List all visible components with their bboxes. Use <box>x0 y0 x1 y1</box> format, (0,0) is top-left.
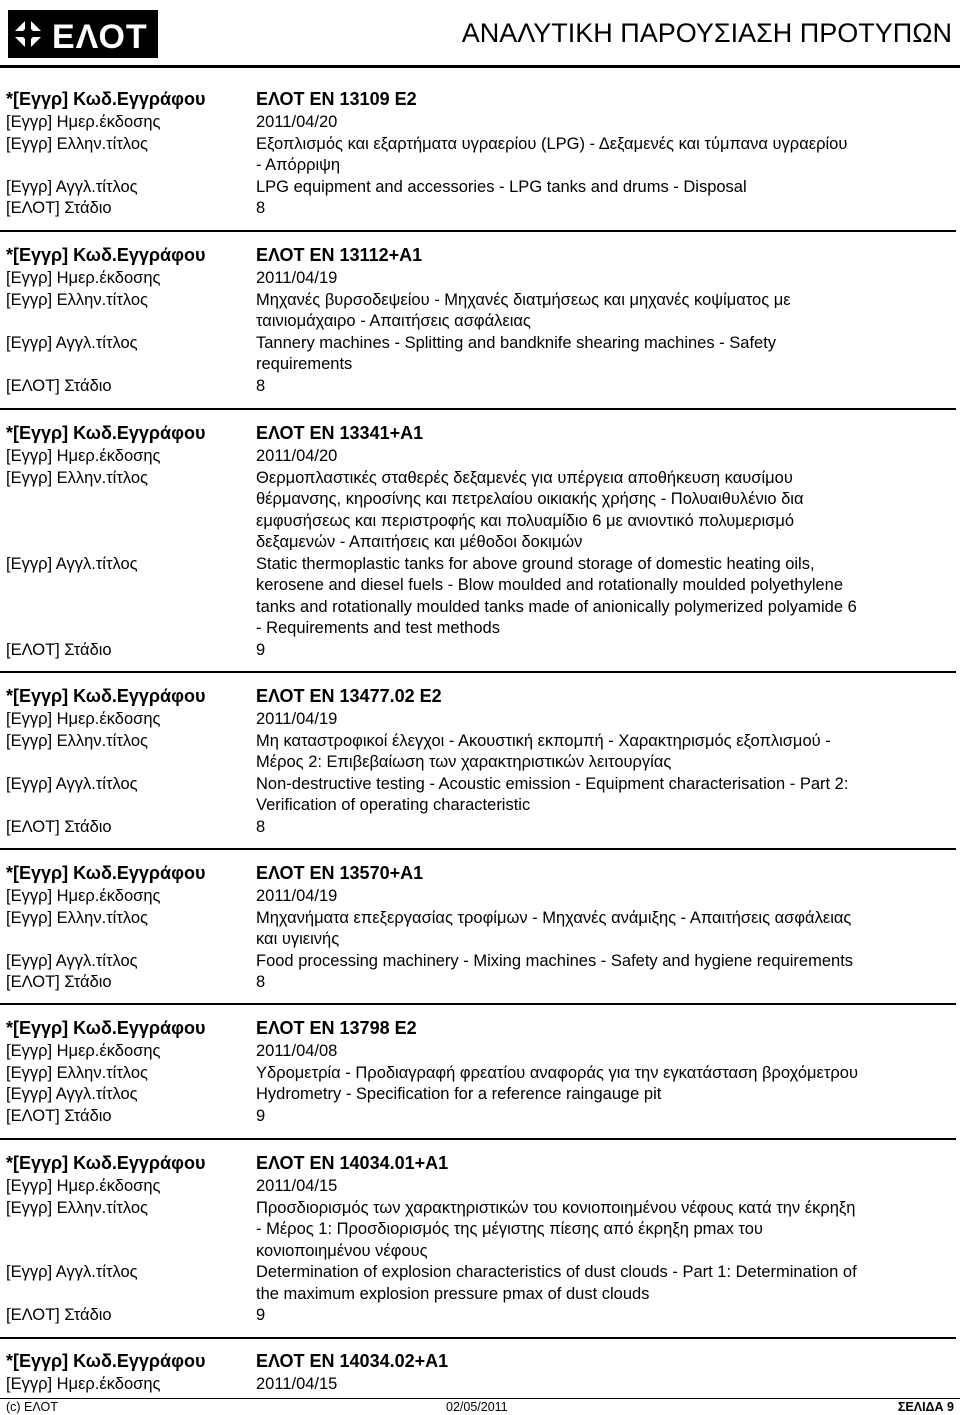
standard-record <box>6 420 956 661</box>
greek-title-value: Μη καταστροφικοί έλεγχοι - Ακουστική εκπομπή - Χαρακτηρισμός εξοπλισμού - <box>256 731 831 750</box>
english-title <box>6 354 956 376</box>
english-title-value: tanks and rotationally moulded tanks made of anionically polymerized polyamide 6 <box>256 597 857 616</box>
greek-title-value: Θερμοπλαστικές σταθερές δεξαμενές για υπέργεια αποθήκευση καυσίμου <box>256 468 793 487</box>
issue-date-value: 2011/04/20 <box>256 447 338 465</box>
english-title-value: Determination of explosion characteristics of dust clouds - Part 1: Determination of <box>256 1263 857 1281</box>
issue-date <box>6 268 956 290</box>
english-title-label: [Εγγρ] Αγγλ.τίτλος <box>6 177 138 196</box>
elot-stage <box>6 1305 956 1327</box>
issue-date <box>6 709 956 731</box>
issue-date <box>6 886 956 908</box>
english-title-label: [Εγγρ] Αγγλ.τίτλος <box>6 554 138 573</box>
record-separator <box>0 671 956 673</box>
greek-title-value: κονιοποιημένου νέφους <box>256 1241 428 1260</box>
issue-date-label: [Εγγρ] Ημερ.έκδοσης <box>6 887 161 905</box>
english-title-label: [Εγγρ] Αγγλ.τίτλος <box>6 1263 138 1281</box>
document-code-value: ΕΛΟΤ EN 13570+A1 <box>256 863 424 883</box>
document-code-value: ΕΛΟΤ EN 13798 E2 <box>256 1018 417 1038</box>
greek-title-value: Υδρομετρία - Προδιαγραφή φρεατίου αναφοράς για την εγκατάσταση βροχόμετρου <box>256 1063 859 1082</box>
standard-record <box>6 86 956 220</box>
document-code <box>6 242 956 268</box>
greek-title-label: [Εγγρ] Ελλην.τίτλος <box>6 1063 148 1082</box>
issue-date-label: [Εγγρ] Ημερ.έκδοσης <box>6 447 161 465</box>
document-code-value: ΕΛΟΤ EN 13477.02 E2 <box>256 686 442 706</box>
greek-title <box>6 290 956 312</box>
document-code-label: *[Εγγρ] Κωδ.Εγγράφου <box>6 1351 206 1371</box>
english-title-value: Hydrometry - Specification for a reference raingauge pit <box>256 1085 662 1103</box>
greek-title-value: δεξαμενών - Απαιτήσεις και μέθοδοι δοκιμών <box>256 533 583 551</box>
elot-stage <box>6 972 956 994</box>
greek-title <box>6 1241 956 1263</box>
english-title-value: Food processing machinery - Mixing machines - Safety and hygiene requirements <box>256 951 854 970</box>
record-separator <box>0 1138 956 1140</box>
elot-stage-label: [ΕΛΟΤ] Στάδιο <box>6 973 112 991</box>
issue-date <box>6 1176 956 1198</box>
document-code-label: *[Εγγρ] Κωδ.Εγγράφου <box>6 1018 206 1038</box>
greek-title-value: ταινιομάχαιρο - Απαιτήσεις ασφάλειας <box>256 312 531 330</box>
elot-stage-value: 8 <box>256 973 266 991</box>
greek-title-value: Προσδιορισμός των χαρακτηριστικών του κονιοποιημένου νέφους κατά την έκρηξη <box>256 1198 856 1217</box>
svg-text:ΕΛΟΤ: ΕΛΟΤ <box>52 18 148 56</box>
document-code-label: *[Εγγρ] Κωδ.Εγγράφου <box>6 686 206 706</box>
document-code <box>6 420 956 446</box>
document-code-label: *[Εγγρ] Κωδ.Εγγράφου <box>6 89 206 109</box>
english-title-value: Non-destructive testing - Acoustic emission - Equipment characterisation - Part 2: <box>256 774 849 793</box>
elot-stage-label: [ΕΛΟΤ] Στάδιο <box>6 640 112 659</box>
greek-title-label: [Εγγρ] Ελλην.τίτλος <box>6 731 148 750</box>
english-title-label: [Εγγρ] Αγγλ.τίτλος <box>6 1085 138 1103</box>
record-separator <box>0 848 956 850</box>
standard-record <box>6 1015 956 1127</box>
document-code <box>6 1348 956 1374</box>
issue-date-value: 2011/04/15 <box>256 1177 338 1195</box>
standard-record <box>6 1150 956 1327</box>
issue-date-label: [Εγγρ] Ημερ.έκδοσης <box>6 269 161 287</box>
english-title-value: - Requirements and test methods <box>256 619 500 637</box>
elot-stage <box>6 198 956 220</box>
issue-date-label: [Εγγρ] Ημερ.έκδοσης <box>6 1042 161 1060</box>
english-title <box>6 618 956 640</box>
document-code <box>6 1150 956 1176</box>
standard-record <box>6 860 956 994</box>
elot-stage-label: [ΕΛΟΤ] Στάδιο <box>6 817 112 836</box>
greek-title <box>6 929 956 951</box>
elot-stage-label: [ΕΛΟΤ] Στάδιο <box>6 1306 112 1324</box>
greek-title-value: - Απόρριψη <box>256 156 341 174</box>
issue-date-value: 2011/04/08 <box>256 1042 338 1060</box>
record-separator <box>0 230 956 232</box>
greek-title-label: [Εγγρ] Ελλην.τίτλος <box>6 908 148 927</box>
greek-title <box>6 155 956 177</box>
greek-title-value: και υγιεινής <box>256 930 340 948</box>
issue-date-value: 2011/04/20 <box>256 113 338 131</box>
elot-stage-value: 8 <box>256 199 266 217</box>
english-title <box>6 597 956 619</box>
document-code <box>6 860 956 886</box>
document-code-value: ΕΛΟΤ EN 14034.01+A1 <box>256 1153 449 1173</box>
english-title <box>6 177 956 199</box>
english-title-value: kerosene and diesel fuels - Blow moulded and rotationally moulded polyethylene <box>256 576 844 594</box>
issue-date-value: 2011/04/19 <box>256 710 338 728</box>
greek-title-value: Εξοπλισμός και εξαρτήματα υγραερίου (LPG) - Δεξαμενές και τύμπανα υγραερίου <box>256 134 848 153</box>
page-header <box>0 0 960 70</box>
greek-title <box>6 1063 956 1085</box>
issue-date <box>6 1041 956 1063</box>
document-title: ΑΝΑΛΥΤΙΚΗ ΠΑΡΟΥΣΙΑΣΗ ΠΡΟΤΥΠΩΝ <box>461 18 952 48</box>
elot-stage-value: 8 <box>256 376 266 395</box>
elot-stage-value: 9 <box>256 1106 266 1125</box>
elot-stage-value: 9 <box>256 1306 266 1324</box>
document-code <box>6 1015 956 1041</box>
english-title-value: Verification of operating characteristic <box>256 796 531 814</box>
greek-title-label: [Εγγρ] Ελλην.τίτλος <box>6 468 148 487</box>
greek-title <box>6 489 956 511</box>
footer-copyright: (c) ΕΛΟΤ <box>6 1400 58 1414</box>
issue-date <box>6 112 956 134</box>
page-footer <box>0 1398 960 1415</box>
footer-rule <box>0 1398 960 1399</box>
english-title <box>6 1262 956 1284</box>
issue-date-value: 2011/04/19 <box>256 269 338 287</box>
issue-date-value: 2011/04/15 <box>256 1375 338 1393</box>
elot-stage <box>6 640 956 662</box>
standard-record <box>6 683 956 838</box>
elot-stage <box>6 1106 956 1128</box>
english-title <box>6 575 956 597</box>
issue-date-label: [Εγγρ] Ημερ.έκδοσης <box>6 1177 161 1195</box>
elot-stage <box>6 376 956 398</box>
issue-date-label: [Εγγρ] Ημερ.έκδοσης <box>6 710 161 728</box>
issue-date-label: [Εγγρ] Ημερ.έκδοσης <box>6 113 161 131</box>
document-code-value: ΕΛΟΤ EN 13341+A1 <box>256 423 424 443</box>
elot-logo <box>8 10 158 58</box>
greek-title <box>6 134 956 156</box>
english-title <box>6 554 956 576</box>
standard-record <box>6 242 956 397</box>
greek-title <box>6 511 956 533</box>
greek-title <box>6 731 956 753</box>
english-title <box>6 1084 956 1106</box>
greek-title-value: Μέρος 2: Επιβεβαίωση των χαρακτηριστικών λειτουργίας <box>256 753 672 771</box>
header-rule <box>0 65 960 68</box>
english-title-value: requirements <box>256 355 353 373</box>
greek-title-value: Μηχανές βυρσοδεψείου - Μηχανές διατμήσεως και μηχανές κοψίματος με <box>256 290 791 309</box>
english-title-label: [Εγγρ] Αγγλ.τίτλος <box>6 774 138 793</box>
record-separator <box>0 1337 956 1339</box>
greek-title <box>6 311 956 333</box>
english-title <box>6 333 956 355</box>
english-title-value: the maximum explosion pressure pmax of dust clouds <box>256 1284 650 1303</box>
greek-title-label: [Εγγρ] Ελλην.τίτλος <box>6 134 148 153</box>
greek-title <box>6 1198 956 1220</box>
greek-title <box>6 532 956 554</box>
elot-stage-label: [ΕΛΟΤ] Στάδιο <box>6 376 112 395</box>
record-separator <box>0 1003 956 1005</box>
greek-title-label: [Εγγρ] Ελλην.τίτλος <box>6 1198 148 1217</box>
elot-stage-label: [ΕΛΟΤ] Στάδιο <box>6 199 112 217</box>
english-title <box>6 951 956 973</box>
document-code <box>6 86 956 112</box>
elot-stage-value: 9 <box>256 640 266 659</box>
english-title <box>6 1284 956 1306</box>
issue-date-value: 2011/04/19 <box>256 887 338 905</box>
greek-title-value: θέρμανσης, κηροσίνης και πετρελαίου οικιακής χρήσης - Πολυαιθυλένιο δια <box>256 490 804 508</box>
english-title-value: Tannery machines - Splitting and bandknife shearing machines - Safety <box>256 333 777 352</box>
document-code-label: *[Εγγρ] Κωδ.Εγγράφου <box>6 863 206 883</box>
issue-date-label: [Εγγρ] Ημερ.έκδοσης <box>6 1375 161 1393</box>
english-title-label: [Εγγρ] Αγγλ.τίτλος <box>6 951 138 970</box>
greek-title-value: Μηχανήματα επεξεργασίας τροφίμων - Μηχανές ανάμιξης - Απαιτήσεις ασφάλειας <box>256 908 852 927</box>
document-code-label: *[Εγγρ] Κωδ.Εγγράφου <box>6 423 206 443</box>
footer-date: 02/05/2011 <box>446 1400 508 1414</box>
document-code <box>6 683 956 709</box>
record-separator <box>0 408 956 410</box>
greek-title-label: [Εγγρ] Ελλην.τίτλος <box>6 290 148 309</box>
elot-stage <box>6 817 956 839</box>
greek-title <box>6 752 956 774</box>
issue-date <box>6 446 956 468</box>
document-code-value: ΕΛΟΤ EN 13109 E2 <box>256 89 417 109</box>
standard-record <box>6 1348 956 1396</box>
footer-page-number: ΣΕΛΙΔΑ 9 <box>897 1400 954 1414</box>
document-code-value: ΕΛΟΤ EN 14034.02+A1 <box>256 1351 449 1371</box>
english-title-value: LPG equipment and accessories - LPG tanks and drums - Disposal <box>256 177 747 196</box>
english-title-value: Static thermoplastic tanks for above ground storage of domestic heating oils, <box>256 554 815 573</box>
greek-title-value: εμφυσήσεως και περιστροφής και πολυαμίδιο 6 με ανιοντικό πολυμερισμό <box>256 511 795 530</box>
document-code-label: *[Εγγρ] Κωδ.Εγγράφου <box>6 1153 206 1173</box>
elot-stage-label: [ΕΛΟΤ] Στάδιο <box>6 1106 112 1125</box>
greek-title <box>6 468 956 490</box>
english-title <box>6 774 956 796</box>
elot-stage-value: 8 <box>256 817 266 836</box>
english-title <box>6 795 956 817</box>
issue-date <box>6 1374 956 1396</box>
document-code-value: ΕΛΟΤ EN 13112+A1 <box>256 245 423 265</box>
english-title-label: [Εγγρ] Αγγλ.τίτλος <box>6 333 138 352</box>
greek-title <box>6 1219 956 1241</box>
greek-title-value: - Μέρος 1: Προσδιορισμός της μέγιστης πίεσης από έκρηξη pmax του <box>256 1220 763 1238</box>
greek-title <box>6 908 956 930</box>
document-code-label: *[Εγγρ] Κωδ.Εγγράφου <box>6 245 206 265</box>
